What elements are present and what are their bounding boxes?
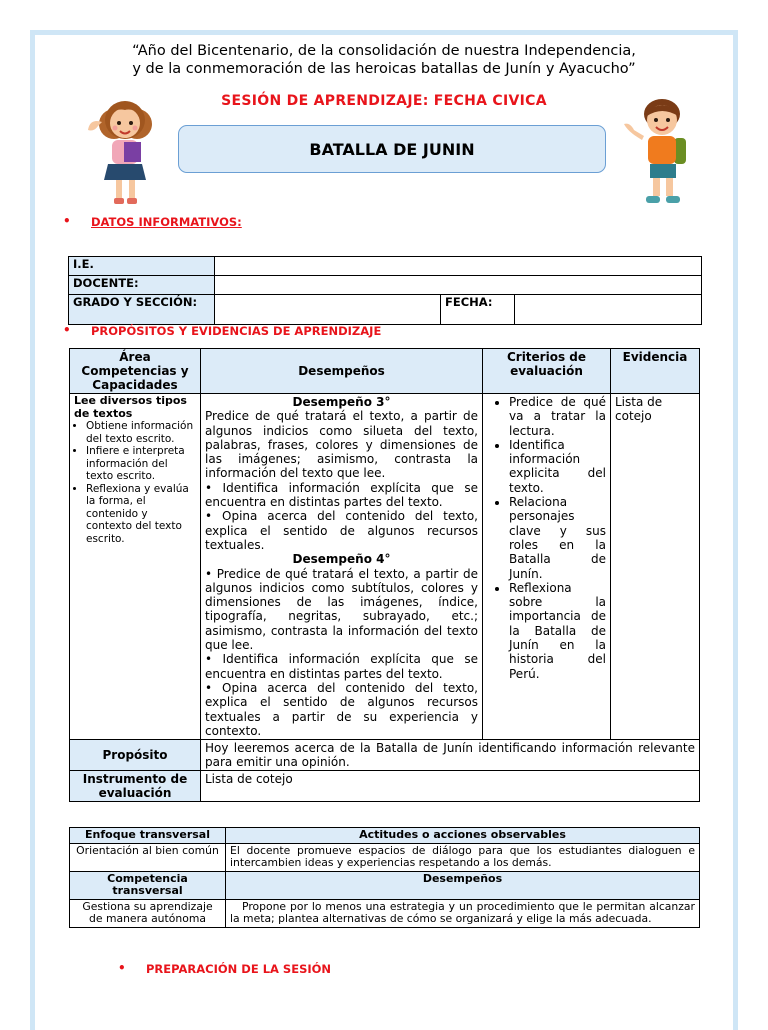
section-datos-label: DATOS INFORMATIVOS: [91,215,242,229]
section-propositos [63,323,382,338]
section-preparacion-label: PREPARACIÓN DE LA SESIÓN [146,962,332,976]
fecha-label: FECHA: [441,295,515,325]
evidencia-cell: Lista de cotejo [611,394,700,740]
desempeno-3-item: Predice de qué tratará el texto, a partir de algunos indicios como silueta del texto, palabras, frases, colores y dimensiones de las imágenes; asimismo, contrasta la información del texto que lee. [205,409,478,481]
section-propositos-label: PROPÓSITOS Y EVIDENCIAS DE APRENDIZAJE [91,324,382,338]
header-evidencia: Evidencia [611,349,700,394]
fecha-value[interactable] [515,295,702,325]
instrumento-value: Lista de cotejo [201,771,700,802]
criterios-cell [483,394,611,740]
desempeno-4-item: • Predice de qué tratará el texto, a partir de algunos indicios como subtítulos, colores y dimensiones de las imágenes, índice, tipografía, negritas, subrayado, etc.; asimismo, contrasta la información del texto que lee. [205,566,478,653]
competencia-cell [70,394,201,740]
motto-line-2: y de la conmemoración de las heroicas batallas de Junín y Ayacucho” [132,61,636,77]
header-desempenos-transversal: Desempeños [226,871,700,899]
proposito-label: Propósito [70,740,201,771]
actitud-value: El docente promueve espacios de diálogo para que los estudiantes dialoguen e intercambien ideas y experiencias respetando a los demás. [226,843,700,871]
competencia-title: Lee diversos tipos de textos [74,394,187,420]
desempeno-3-item: • Identifica información explícita que se encuentra en distintas partes del texto. [205,480,478,510]
year-motto [0,42,768,78]
grado-value[interactable] [215,295,441,325]
desempenos-cell [201,394,483,740]
topic-title: BATALLA DE JUNIN [309,139,475,159]
header-desempenos: Desempeños [201,349,483,394]
bullet: • [63,214,71,228]
transversal-table [69,827,700,928]
list-item: • Reflexiona y evalúa la forma, el contenido y contexto del texto escrito. [86,483,196,546]
bullet: • [118,961,126,975]
criterios-list [487,395,606,681]
header-competencia-transversal: Competencia transversal [70,871,226,899]
list-item: • Obtiene información del texto escrito. [86,420,196,445]
header-enfoque: Enfoque transversal [70,828,226,844]
section-preparacion [118,961,332,976]
proposito-value: Hoy leeremos acerca de la Batalla de Junín identificando información relevante para emitir una opinión. [201,740,700,771]
capacidades-list [74,420,196,545]
list-item: • Reflexiona sobre la importancia de la Batalla de Junín en la historia del Perú. [509,581,606,681]
instrumento-label: Instrumento de evaluación [70,771,201,802]
competencias-table [69,348,700,802]
ie-label: I.E. [69,257,215,276]
session-title: SESIÓN DE APRENDIZAJE: FECHA CIVICA [221,93,547,109]
list-item: • Infiere e interpreta información del texto escrito. [86,445,196,483]
girl-illustration [84,92,160,210]
desempeno-4-title: Desempeño 4° [292,552,391,567]
header-criterios: Criterios de evaluación [483,349,611,394]
ie-value[interactable] [215,257,702,276]
desempeno-4-item: • Opina acerca del contenido del texto, explica el sentido de algunos recursos textuales a partir de su experiencia y contexto. [205,680,478,738]
competencia-transversal-value: Gestiona su aprendizaje de manera autónoma [70,899,226,927]
info-table [68,256,702,325]
enfoque-value: Orientación al bien común [70,843,226,871]
header-area: Área Competencias y Capacidades [70,349,201,394]
desempeno-3-item: • Opina acerca del contenido del texto, explica el sentido de algunos recursos textuales. [205,509,478,552]
list-item: • Relaciona personajes clave y sus roles en la Batalla de Junín. [509,495,606,581]
docente-label: DOCENTE: [69,276,215,295]
bullet: • [63,323,71,337]
header-actitudes: Actitudes o acciones observables [226,828,700,844]
desempeno-4-item: • Identifica información explícita que se encuentra en distintas partes del texto. [205,652,478,681]
section-datos [63,214,242,229]
docente-value[interactable] [215,276,702,295]
topic-title-box [178,125,606,173]
grado-label: GRADO Y SECCIÓN: [69,295,215,325]
motto-line-1: “Año del Bicentenario, de la consolidación de nuestra Independencia, [132,43,636,59]
list-item: • Predice de qué va a tratar la lectura. [509,395,606,438]
desempeno-3-title: Desempeño 3° [292,395,391,409]
boy-illustration [620,92,700,210]
desempeno-transversal-value: Propone por lo menos una estrategia y un procedimiento que le permitan alcanzar la meta; plantea alternativas de cómo se organizará y elige la más adecuada. [226,899,700,927]
list-item: • Identifica información explicita del texto. [509,438,606,495]
